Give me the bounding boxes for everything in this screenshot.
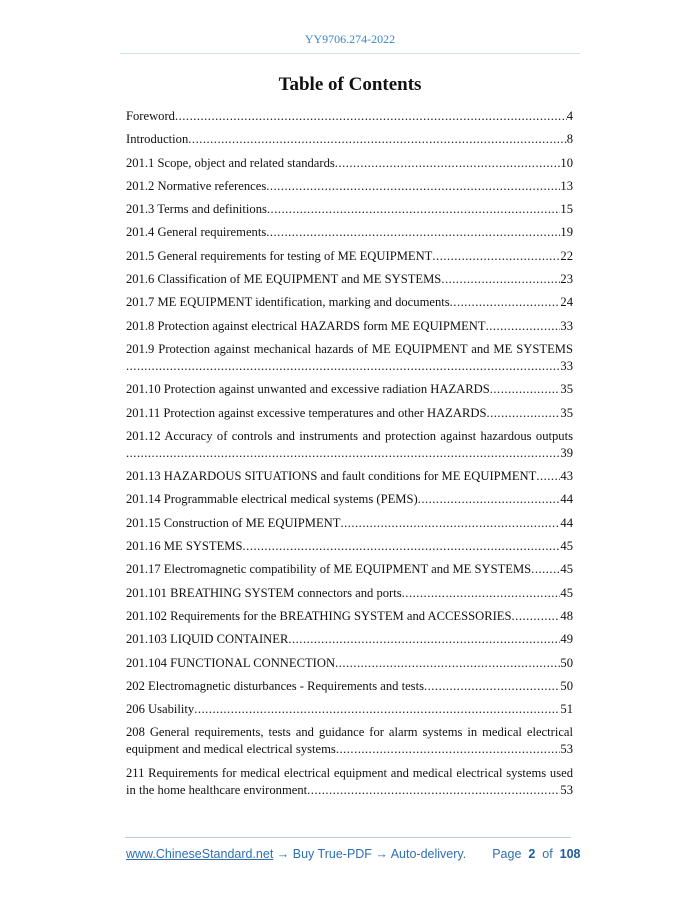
toc-entry-page: 44 (560, 515, 573, 530)
toc-entry-page: 45 (560, 562, 573, 577)
toc-entry[interactable] (126, 608, 573, 625)
current-page: 2 (528, 847, 536, 861)
footer (126, 847, 581, 861)
toc-entry-title-cont: in the home healthcare environment (126, 782, 308, 797)
toc-entry-page: 33 (560, 358, 573, 373)
leader-dots (307, 782, 560, 799)
toc-entry-page: 10 (560, 155, 573, 170)
toc-entry-title: 208 General requirements, tests and guidance for alarm systems in medical electrical (126, 725, 573, 740)
toc-entry[interactable] (126, 428, 573, 462)
toc-entry-page: 45 (560, 539, 573, 554)
leader-dots (266, 178, 560, 195)
toc-entry[interactable] (126, 585, 573, 602)
footer-divider (125, 837, 571, 838)
toc-entry[interactable] (126, 318, 573, 335)
toc-entry-page: 50 (560, 678, 573, 693)
toc-entry-page: 8 (566, 132, 573, 147)
toc-entry-title: 202 Electromagnetic disturbances - Requirements and tests (126, 678, 424, 693)
toc-entry-page: 51 (560, 702, 573, 717)
toc-entry[interactable] (126, 765, 573, 799)
leader-dots (402, 585, 561, 602)
toc-entry-title: 201.8 Protection against electrical HAZARDS form ME EQUIPMENT (126, 318, 486, 333)
toc-entry-page: 50 (560, 655, 573, 670)
leader-dots (512, 608, 561, 625)
toc-entry[interactable] (126, 248, 573, 265)
toc-entry-title: 201.104 FUNCTIONAL CONNECTION (126, 655, 336, 670)
toc-entry-page: 45 (560, 585, 573, 600)
toc-entry-page: 44 (560, 492, 573, 507)
toc-entry-page: 49 (560, 632, 573, 647)
leader-dots (486, 405, 560, 422)
toc-entry[interactable] (126, 538, 573, 555)
toc-entry-title-cont: equipment and medical electrical systems (126, 742, 336, 757)
toc-entry-title: 201.1 Scope, object and related standards (126, 155, 335, 170)
toc-entry-title: 201.15 Construction of ME EQUIPMENT (126, 515, 341, 530)
leader-dots (424, 678, 560, 695)
toc-entry-title: 201.14 Programmable electrical medical systems (PEMS) (126, 492, 418, 507)
leader-dots (243, 538, 561, 555)
document-id-header: YY9706.274-2022 (304, 32, 396, 46)
leader-dots (175, 108, 567, 125)
leader-dots (335, 155, 561, 172)
toc-entry-title: 201.6 Classification of ME EQUIPMENT and ME SYSTEMS (126, 272, 442, 287)
toc-entry-title: 201.101 BREATHING SYSTEM connectors and ports (126, 585, 402, 600)
toc-entry[interactable] (126, 155, 573, 172)
toc-entry[interactable] (126, 341, 573, 375)
toc-entry-page: 53 (560, 742, 573, 757)
toc-entry[interactable] (126, 701, 573, 718)
toc-entry-page: 35 (560, 405, 573, 420)
leader-dots (335, 655, 560, 672)
leader-dots (486, 318, 561, 335)
leader-dots (336, 741, 561, 758)
page-title: Table of Contents (278, 74, 422, 95)
toc-entry[interactable] (126, 294, 573, 311)
leader-dots (194, 701, 560, 718)
toc-entry[interactable] (126, 224, 573, 241)
toc-entry-page: 13 (560, 178, 573, 193)
toc-entry-title: 201.102 Requirements for the BREATHING SYSTEM and ACCESSORIES (126, 608, 512, 623)
toc-entry-title: 201.2 Normative references (126, 178, 267, 193)
toc-entry[interactable] (126, 381, 573, 398)
toc-entry-title: 201.7 ME EQUIPMENT identification, marking and documents (126, 295, 450, 310)
toc-entry[interactable] (126, 724, 573, 758)
toc-entry-title: 201.16 ME SYSTEMS (126, 539, 243, 554)
leader-dots (490, 381, 561, 398)
toc-entry-title: Foreword (126, 109, 175, 123)
toc-entry[interactable] (126, 108, 573, 125)
website-link[interactable]: www.ChineseStandard.net (126, 847, 274, 861)
toc-entry[interactable] (126, 201, 573, 218)
leader-dots (536, 468, 560, 485)
toc-entry-title: 201.12 Accuracy of controls and instruments and protection against hazardous outputs (126, 428, 573, 443)
toc-entry-page: 15 (560, 202, 573, 217)
leader-dots (126, 445, 560, 462)
leader-dots (418, 491, 561, 508)
toc-entry[interactable] (126, 631, 573, 648)
toc-entry-title: 211 Requirements for medical electrical equipment and medical electrical systems used (126, 765, 573, 780)
leader-dots (340, 515, 560, 532)
toc-entry-title: 201.5 General requirements for testing of ME EQUIPMENT (126, 248, 433, 263)
leader-dots (288, 631, 560, 648)
leader-dots (126, 358, 560, 375)
toc-entry-title: 206 Usability (126, 702, 195, 717)
toc-entry[interactable] (126, 515, 573, 532)
toc-entry-title: 201.4 General requirements (126, 225, 267, 240)
toc-entry-title: 201.9 Protection against mechanical hazards of ME EQUIPMENT and ME SYSTEMS (126, 341, 573, 356)
toc-entry-title: 201.17 Electromagnetic compatibility of ME EQUIPMENT and ME SYSTEMS (126, 562, 532, 577)
toc-entry-title: 201.3 Terms and definitions (126, 202, 267, 217)
toc-entry-page: 23 (560, 272, 573, 287)
toc-entry-page: 35 (560, 382, 573, 397)
footer-promo: → Buy True-PDF → Auto-delivery. (273, 847, 467, 861)
toc-entry[interactable] (126, 131, 573, 148)
header-divider (120, 53, 580, 54)
leader-dots (441, 271, 560, 288)
toc-entry-page: 19 (560, 225, 573, 240)
leader-dots (450, 294, 561, 311)
toc-entry[interactable] (126, 491, 573, 508)
toc-entry-page: 39 (560, 445, 573, 460)
toc-entry-page: 22 (560, 248, 573, 263)
toc-entry-page: 48 (560, 608, 573, 623)
leader-dots (432, 248, 560, 265)
toc-entry-page: 53 (560, 782, 573, 797)
leader-dots (266, 224, 560, 241)
leader-dots (531, 561, 560, 578)
toc-entry[interactable] (126, 678, 573, 695)
leader-dots (267, 201, 561, 218)
toc-entry-title: 201.10 Protection against unwanted and excessive radiation HAZARDS (126, 382, 490, 397)
page-indicator: Page 2 of 108 (492, 847, 581, 861)
toc-entry-page: 4 (566, 109, 573, 123)
toc-entry[interactable] (126, 271, 573, 288)
toc-entry[interactable] (126, 561, 573, 578)
total-pages: 108 (559, 847, 581, 861)
table-of-contents (126, 108, 573, 805)
leader-dots (188, 131, 566, 148)
toc-entry-page: 24 (560, 295, 573, 310)
toc-entry[interactable] (126, 178, 573, 195)
toc-entry-page: 43 (560, 469, 573, 484)
toc-entry-title: 201.103 LIQUID CONTAINER (126, 632, 289, 647)
toc-entry-title: 201.13 HAZARDOUS SITUATIONS and fault conditions for ME EQUIPMENT (126, 469, 537, 484)
toc-entry-title: 201.11 Protection against excessive temperatures and other HAZARDS (126, 405, 487, 420)
toc-entry[interactable] (126, 468, 573, 485)
toc-entry[interactable] (126, 655, 573, 672)
toc-entry-title: Introduction (126, 132, 189, 147)
toc-entry[interactable] (126, 405, 573, 422)
toc-entry-page: 33 (560, 318, 573, 333)
